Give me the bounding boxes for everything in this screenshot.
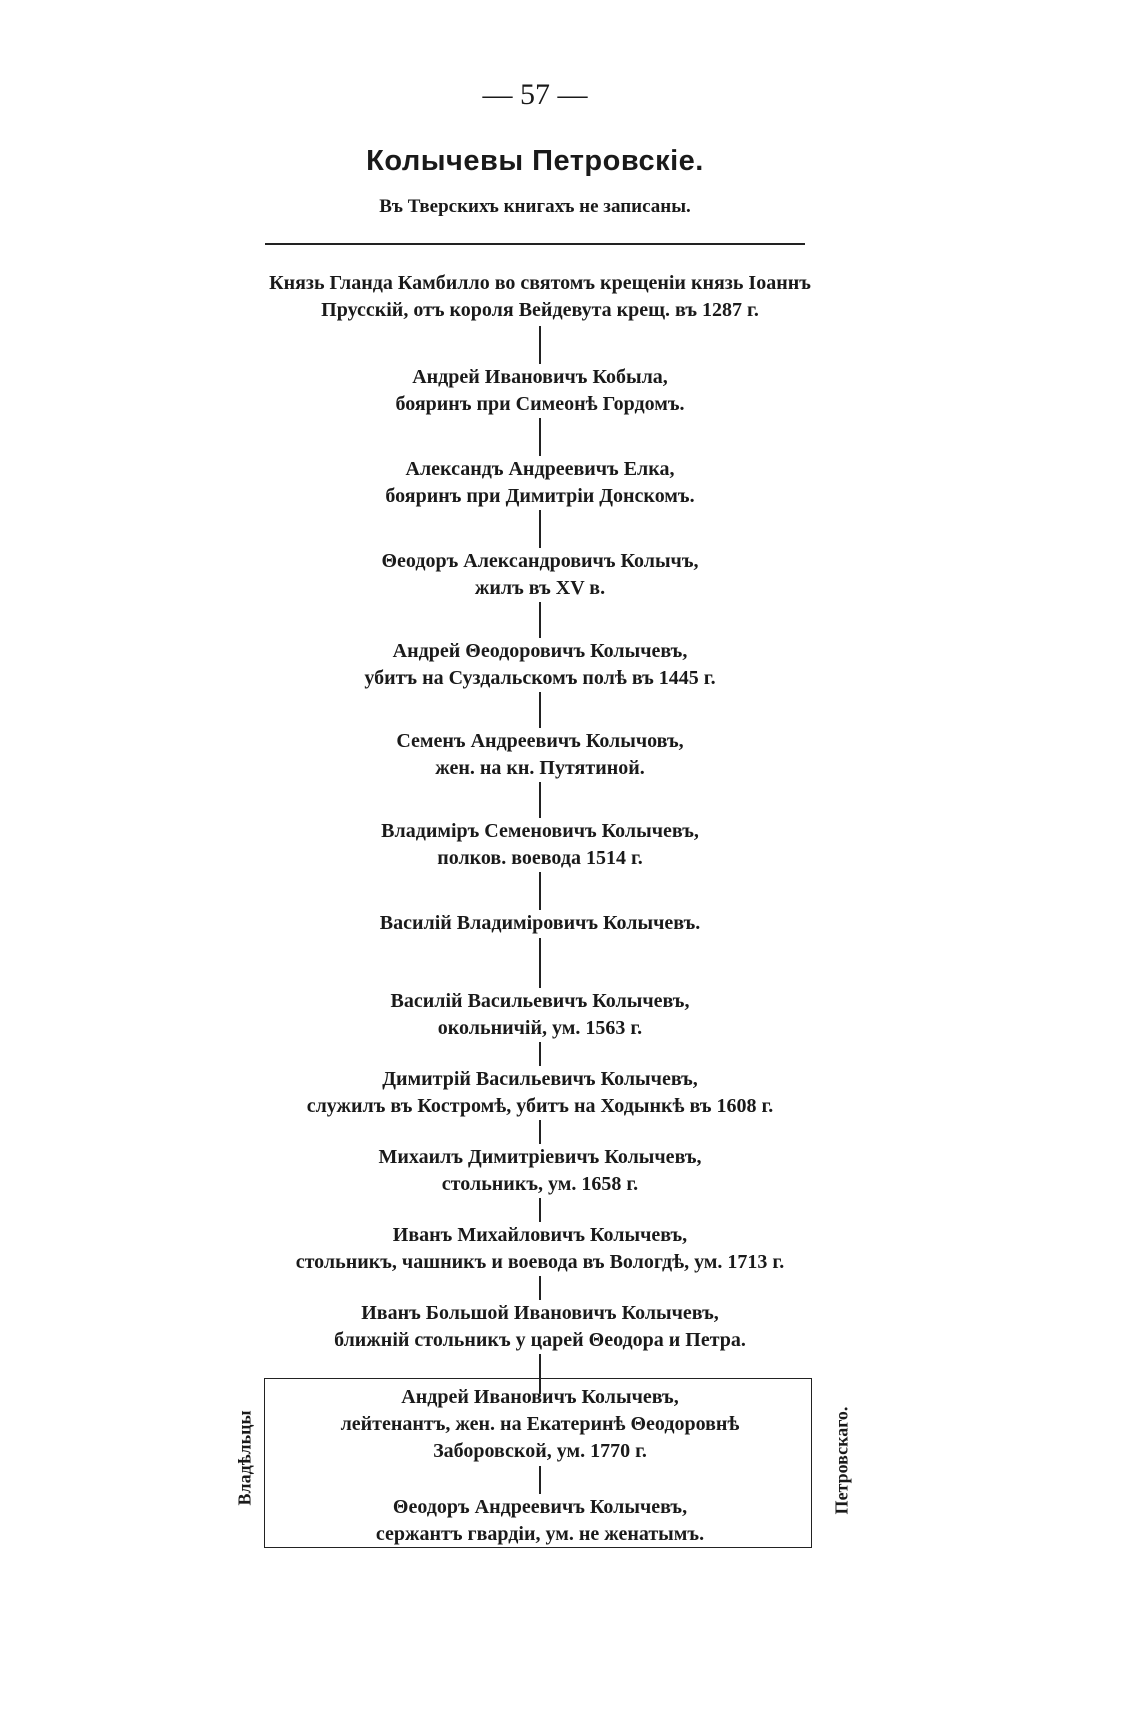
- page-title: Колычевы Петровскіе.: [366, 145, 704, 177]
- entry-line: служилъ въ Костромѣ, убитъ на Ходынкѣ въ 1608 г.: [306, 1095, 774, 1117]
- entry-line: Заборовской, ум. 1770 г.: [433, 1440, 647, 1462]
- side-label-left: Владѣльцы: [234, 1410, 255, 1506]
- entry-line: Андрей Ивановичъ Кобыла,: [412, 366, 668, 388]
- owner-entry-0: [200, 1384, 880, 1465]
- connector-line: [539, 938, 541, 988]
- entry-line: Михаилъ Димитріевичъ Колычевъ,: [378, 1146, 702, 1168]
- entry-line: Андрей Ивановичъ Колычевъ,: [401, 1386, 679, 1408]
- connector-line: [539, 1198, 541, 1222]
- genealogy-entry-4: [200, 638, 880, 692]
- entry-line: Иванъ Михайловичъ Колычевъ,: [392, 1224, 688, 1246]
- owner-entry-1: [200, 1494, 880, 1548]
- entry-line: Прусскій, отъ короля Вейдевута крещ. въ 1287 г.: [321, 299, 759, 321]
- entry-line: жен. на кн. Путятиной.: [435, 757, 645, 779]
- genealogy-entry-0: [200, 270, 880, 324]
- entry-line: сержантъ гвардіи, ум. не женатымъ.: [375, 1523, 705, 1545]
- entry-line: Иванъ Большой Ивановичъ Колычевъ,: [361, 1302, 719, 1324]
- connector-line: [539, 1042, 541, 1066]
- entry-line: Димитрій Васильевичъ Колычевъ,: [382, 1068, 698, 1090]
- genealogy-entry-9: [200, 1066, 880, 1120]
- entry-line: ближній стольникъ у царей Θеодора и Петра.: [334, 1329, 746, 1351]
- connector-line: [539, 872, 541, 910]
- entry-line: Александъ Андреевичъ Елка,: [405, 458, 675, 480]
- entry-line: стольникъ, ум. 1658 г.: [441, 1173, 639, 1195]
- connector-line: [539, 1466, 541, 1494]
- genealogy-entry-1: [200, 364, 880, 418]
- entry-line: лейтенантъ, жен. на Екатеринѣ Θеодоровнѣ: [340, 1413, 740, 1435]
- entry-line: Владиміръ Семеновичъ Колычевъ,: [381, 820, 699, 842]
- genealogy-entry-10: [200, 1144, 880, 1198]
- entry-line: стольникъ, чашникъ и воевода въ Вологдѣ, ум. 1713 г.: [295, 1251, 785, 1273]
- entry-line: окольничій, ум. 1563 г.: [437, 1017, 643, 1039]
- header-rule: [265, 243, 805, 245]
- entry-line: Василій Владиміровичъ Колычевъ.: [379, 912, 701, 934]
- side-label-right: Петровскаго.: [831, 1406, 852, 1515]
- genealogy-entry-7: [200, 910, 880, 937]
- connector-line: [539, 1120, 541, 1144]
- page-number: — 57 —: [482, 78, 588, 111]
- entry-line: Василій Васильевичъ Колычевъ,: [390, 990, 690, 1012]
- entry-line: Θеодоръ Андреевичъ Колычевъ,: [392, 1496, 688, 1518]
- genealogy-entry-5: [200, 728, 880, 782]
- genealogy-entry-6: [200, 818, 880, 872]
- page-subtitle: Въ Тверскихъ книгахъ не записаны.: [379, 196, 691, 217]
- connector-line: [539, 602, 541, 638]
- entry-line: полков. воевода 1514 г.: [437, 847, 643, 869]
- genealogy-entry-8: [200, 988, 880, 1042]
- entry-line: Θеодоръ Александровичъ Колычъ,: [381, 550, 699, 572]
- entry-line: бояринъ при Симеонѣ Гордомъ.: [395, 393, 685, 415]
- entry-line: Семенъ Андреевичъ Колычовъ,: [396, 730, 684, 752]
- entry-line: жилъ въ XV в.: [474, 577, 606, 599]
- genealogy-entry-2: [200, 456, 880, 510]
- genealogy-entry-11: [200, 1222, 880, 1276]
- entry-line: убитъ на Суздальскомъ полѣ въ 1445 г.: [364, 667, 716, 689]
- connector-line: [539, 1276, 541, 1300]
- entry-line: бояринъ при Димитріи Донскомъ.: [385, 485, 695, 507]
- genealogy-entry-12: [200, 1300, 880, 1354]
- entry-line: Андрей Θеодоровичъ Колычевъ,: [392, 640, 688, 662]
- entry-line: Князь Гланда Камбилло во святомъ крещеніи князь Іоаннъ: [269, 272, 811, 294]
- connector-line: [539, 418, 541, 456]
- connector-line: [539, 692, 541, 728]
- genealogy-entry-3: [200, 548, 880, 602]
- connector-line: [539, 510, 541, 548]
- connector-line: [539, 782, 541, 818]
- connector-line: [539, 326, 541, 364]
